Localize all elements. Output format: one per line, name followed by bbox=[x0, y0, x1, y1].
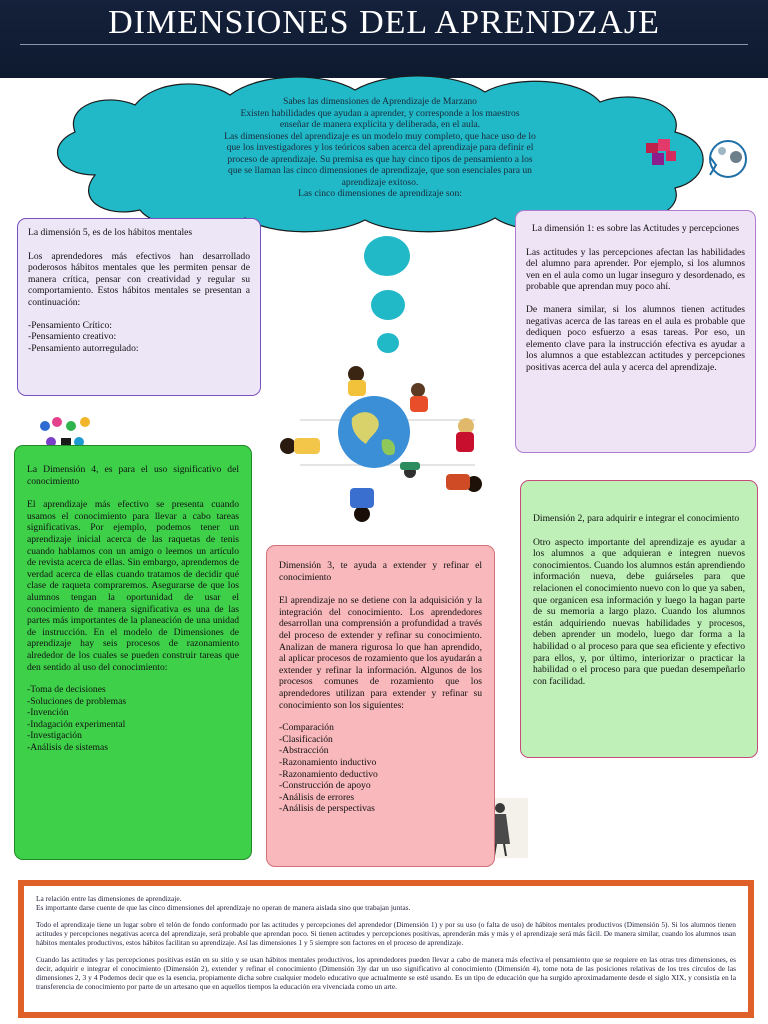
thought-bubble bbox=[371, 290, 405, 320]
dimension-5-box bbox=[17, 218, 261, 396]
thought-bubble bbox=[364, 236, 410, 276]
thought-bubble bbox=[377, 333, 399, 353]
dimension-4-box bbox=[14, 445, 252, 860]
dimension-3-text: El aprendizaje no se detiene con la adquisición y la integración del conocimiento. Los aprendedores desarrollan una comprensión a profundidad a través del proceso de extender y refinar su conocimiento. Analizan de manera rigurosa lo que han aprendido, al aplicar procesos de rozamiento que los ayudarán a extender y refinar la información. Algunos de los procesos comunes de rozamiento que los aprendedores utilizan para extender y refinar su conocimiento son los siguientes: bbox=[279, 595, 482, 711]
summary-paragraph-1: Todo el aprendizaje tiene un lugar sobre el telón de fondo conformado por las actitudes y percepciones del aprendedor (Dimensión 1) y por su uso (o falta de uso) de hábitos mentales productivos (Dimensión 5). Si los alumnos tienen actitudes y percepciones negativas acerca del aprendizaje, será probable que aprendan poco. Si tienen actitudes y percepciones positivas, aprenderán más y más y el aprendizaje será más fácil. De manera similar, cuando los alumnos usan hábitos mentales productivos, estos hábitos facilitan su aprendizaje. Así las dimensiones 1 y 5 siempre son factores en el proceso de aprendizaje. bbox=[36, 920, 736, 947]
cloud-line: Las dimensiones del aprendizaje es un modelo muy completo, que hace uso de lo bbox=[224, 130, 536, 142]
list-item: -Invención bbox=[27, 707, 69, 719]
list-item: -Comparación bbox=[279, 722, 334, 734]
dimension-2-text: Otro aspecto importante del aprendizaje es ayudar a los alumnos a que adquieran e integren nuevos conocimientos. Cuando los alumnos están aprendiendo información nueva, debe guiárseles para que relacionen el conocimiento nuevo con lo que ya saben, que organicen esa información y luego la hagan parte de su memoria a largo plazo. Cuando los alumnos están adquiriendo nuevas habilidades y procesos, deben aprender un modelo, luego dar forma a la habilidad o al proceso para que sea eficiente y efectivo para ellos, y, por último, interiorizar o practicar la habilidad o el proceso para que puedan desempeñarlo con facilidad. bbox=[533, 536, 745, 687]
list-item: -Investigación bbox=[27, 730, 82, 742]
list-item: -Pensamiento autorregulado: bbox=[28, 342, 139, 354]
list-item: -Razonamiento inductivo bbox=[279, 756, 377, 768]
dimension-2-box bbox=[520, 480, 758, 758]
list-item: -Pensamiento Crítico: bbox=[28, 319, 112, 331]
summary-heading: La relación entre las dimensiones de aprendizaje. bbox=[36, 894, 182, 903]
header-banner bbox=[0, 0, 768, 78]
list-item: -Pensamiento creativo: bbox=[28, 331, 117, 343]
dimension-3-box bbox=[266, 545, 495, 867]
dimension-5-text: Los aprendedores más efectivos han desarrollado poderosos hábitos mentales que les permiten pensar de manera crítica, pensar con creatividad y regular su comportamiento. Estos hábitos mentales se presentan a continuación: bbox=[28, 250, 250, 308]
summary-paragraph-2: Cuando las actitudes y las percepciones positivas están en su sitio y se usan hábitos mentales productivos, los aprendedores pueden llevar a cabo de manera más efectiva el pensamiento que se requiere en las otras tres dimensiones, es decir, adquirir e integrar el conocimiento (Dimensión 2), extender y refinar el conocimiento (Dimensión 3)y dar un uso significativo al conocimiento (Dimensión 4), tome nota de las posiciones relativas de los tres círculos de las dimensiones 2, 3 y 4 Podemos decir que es la esencia, propiamente dicha sobre cualquier modelo educativo que actualmente se esté usando. Es un tipo de educación que ha surgido aproximadamente desde el siglo XIX, y consistía en la transferencia de conocimiento por parte de un artesano que en aquellos tiempos la educación era vivenciada como un arte. bbox=[36, 955, 736, 991]
dimension-2-title: Dimensión 2, para adquirir e integrar el conocimiento bbox=[533, 513, 740, 524]
list-item: -Toma de decisiones bbox=[27, 684, 106, 696]
cloud-line: enseñar de manera explícita y deliberada, en el aula. bbox=[279, 119, 481, 130]
cloud-line: aprendizaje exitoso. bbox=[341, 176, 419, 188]
cloud-line: que los investigadores y los teóricos saben acerca del aprendizaje para definir el bbox=[226, 142, 534, 153]
list-item: -Indagación experimental bbox=[27, 718, 126, 730]
list-item: -Clasificación bbox=[279, 733, 333, 745]
cloud-text bbox=[140, 96, 620, 200]
list-item: -Análisis de perspectivas bbox=[279, 803, 375, 815]
dimension-5-title: La dimensión 5, es de los hábitos mentales bbox=[28, 227, 193, 238]
cloud-line: Existen habilidades que ayudan a aprender, y corresponde a los maestros bbox=[240, 107, 520, 119]
list-item: -Razonamiento deductivo bbox=[279, 768, 378, 780]
cloud-line: Sabes las dimensiones de Aprendizaje de Marzano bbox=[283, 96, 477, 107]
globe-children-image bbox=[270, 360, 498, 528]
cloud-line: proceso de aprendizaje. Su premisa es que hay cinco tipos de pensamiento a los bbox=[227, 153, 533, 165]
dimension-1-text: Las actitudes y las percepciones afectan las habilidades del alumno para aprender. Por ejemplo, si los alumnos ven en el aula como un lugar inseguro y desordenado, es probable que aprendan muy poco ahí. bbox=[526, 246, 745, 293]
dimension-1-box bbox=[515, 210, 756, 453]
summary-intro: Es importante darse cuente de que las cinco dimensiones del aprendizaje no operan de manera aislada sino que trabajan juntas. bbox=[36, 903, 411, 912]
dimension-4-text: El aprendizaje más efectivo se presenta cuando usamos el conocimiento para llevar a cabo tareas significativas. Por ejemplo, podemos tener un aprendizaje inicial acerca de las raquetas de tenis cuando hablamos con un amigo o leemos un artículo de revista acerca de ellas. Sin embargo, aprendemos de verdad acerca de ellas cuando tratamos de decidir qué clase de raqueta compraremos. Asegurarse de que los alumnos tengan la oportunidad de usar el conocimiento de manera significativa es una de las partes más importantes de la planeación de una unidad de instrucción. En el modelo de Dimensiones de aprendizaje hay seis procesos de razonamiento alrededor de los cuales se pueden construir tareas que den sentido al uso del conocimiento: bbox=[27, 499, 239, 673]
dimension-4-title: La Dimensión 4, es para el uso significativo del conocimiento bbox=[27, 464, 239, 487]
dimension-1-title: La dimensión 1: es sobre las Actitudes y percepciones bbox=[531, 223, 740, 234]
dimension-1-text-2: De manera similar, si los alumnos tienen actitudes negativas acerca de las tareas en el aula es probable que dediquen poco esfuerzo a esas tareas. Por eso, un elemento clave para la instrucción efectiva es ayudar a los alumnos a que establezcan actitudes y percepciones positivas acerca del aula y acerca del aprendizaje. bbox=[526, 303, 745, 373]
list-item: -Construcción de apoyo bbox=[279, 780, 371, 792]
dimension-5-list bbox=[28, 320, 250, 355]
cloud-line: Las cinco dimensiones de aprendizaje son: bbox=[298, 188, 462, 199]
list-item: -Soluciones de problemas bbox=[27, 695, 127, 707]
page-title: DIMENSIONES DEL APRENDZAJE bbox=[108, 4, 660, 41]
dimension-3-list bbox=[279, 722, 482, 815]
dimension-3-title: Dimensión 3, te ayuda a extender y refinar el conocimiento bbox=[279, 560, 482, 583]
relationship-summary bbox=[18, 880, 754, 1018]
list-item: -Análisis de errores bbox=[279, 791, 355, 803]
cloud-line: que se llaman las cinco dimensiones de aprendizaje, que son esenciales para un bbox=[228, 165, 532, 176]
brain-puzzle-icon bbox=[640, 135, 752, 181]
header-divider bbox=[20, 44, 748, 45]
dimension-4-list bbox=[27, 684, 239, 754]
list-item: -Análisis de sistemas bbox=[27, 742, 109, 754]
list-item: -Abstracción bbox=[279, 745, 329, 757]
